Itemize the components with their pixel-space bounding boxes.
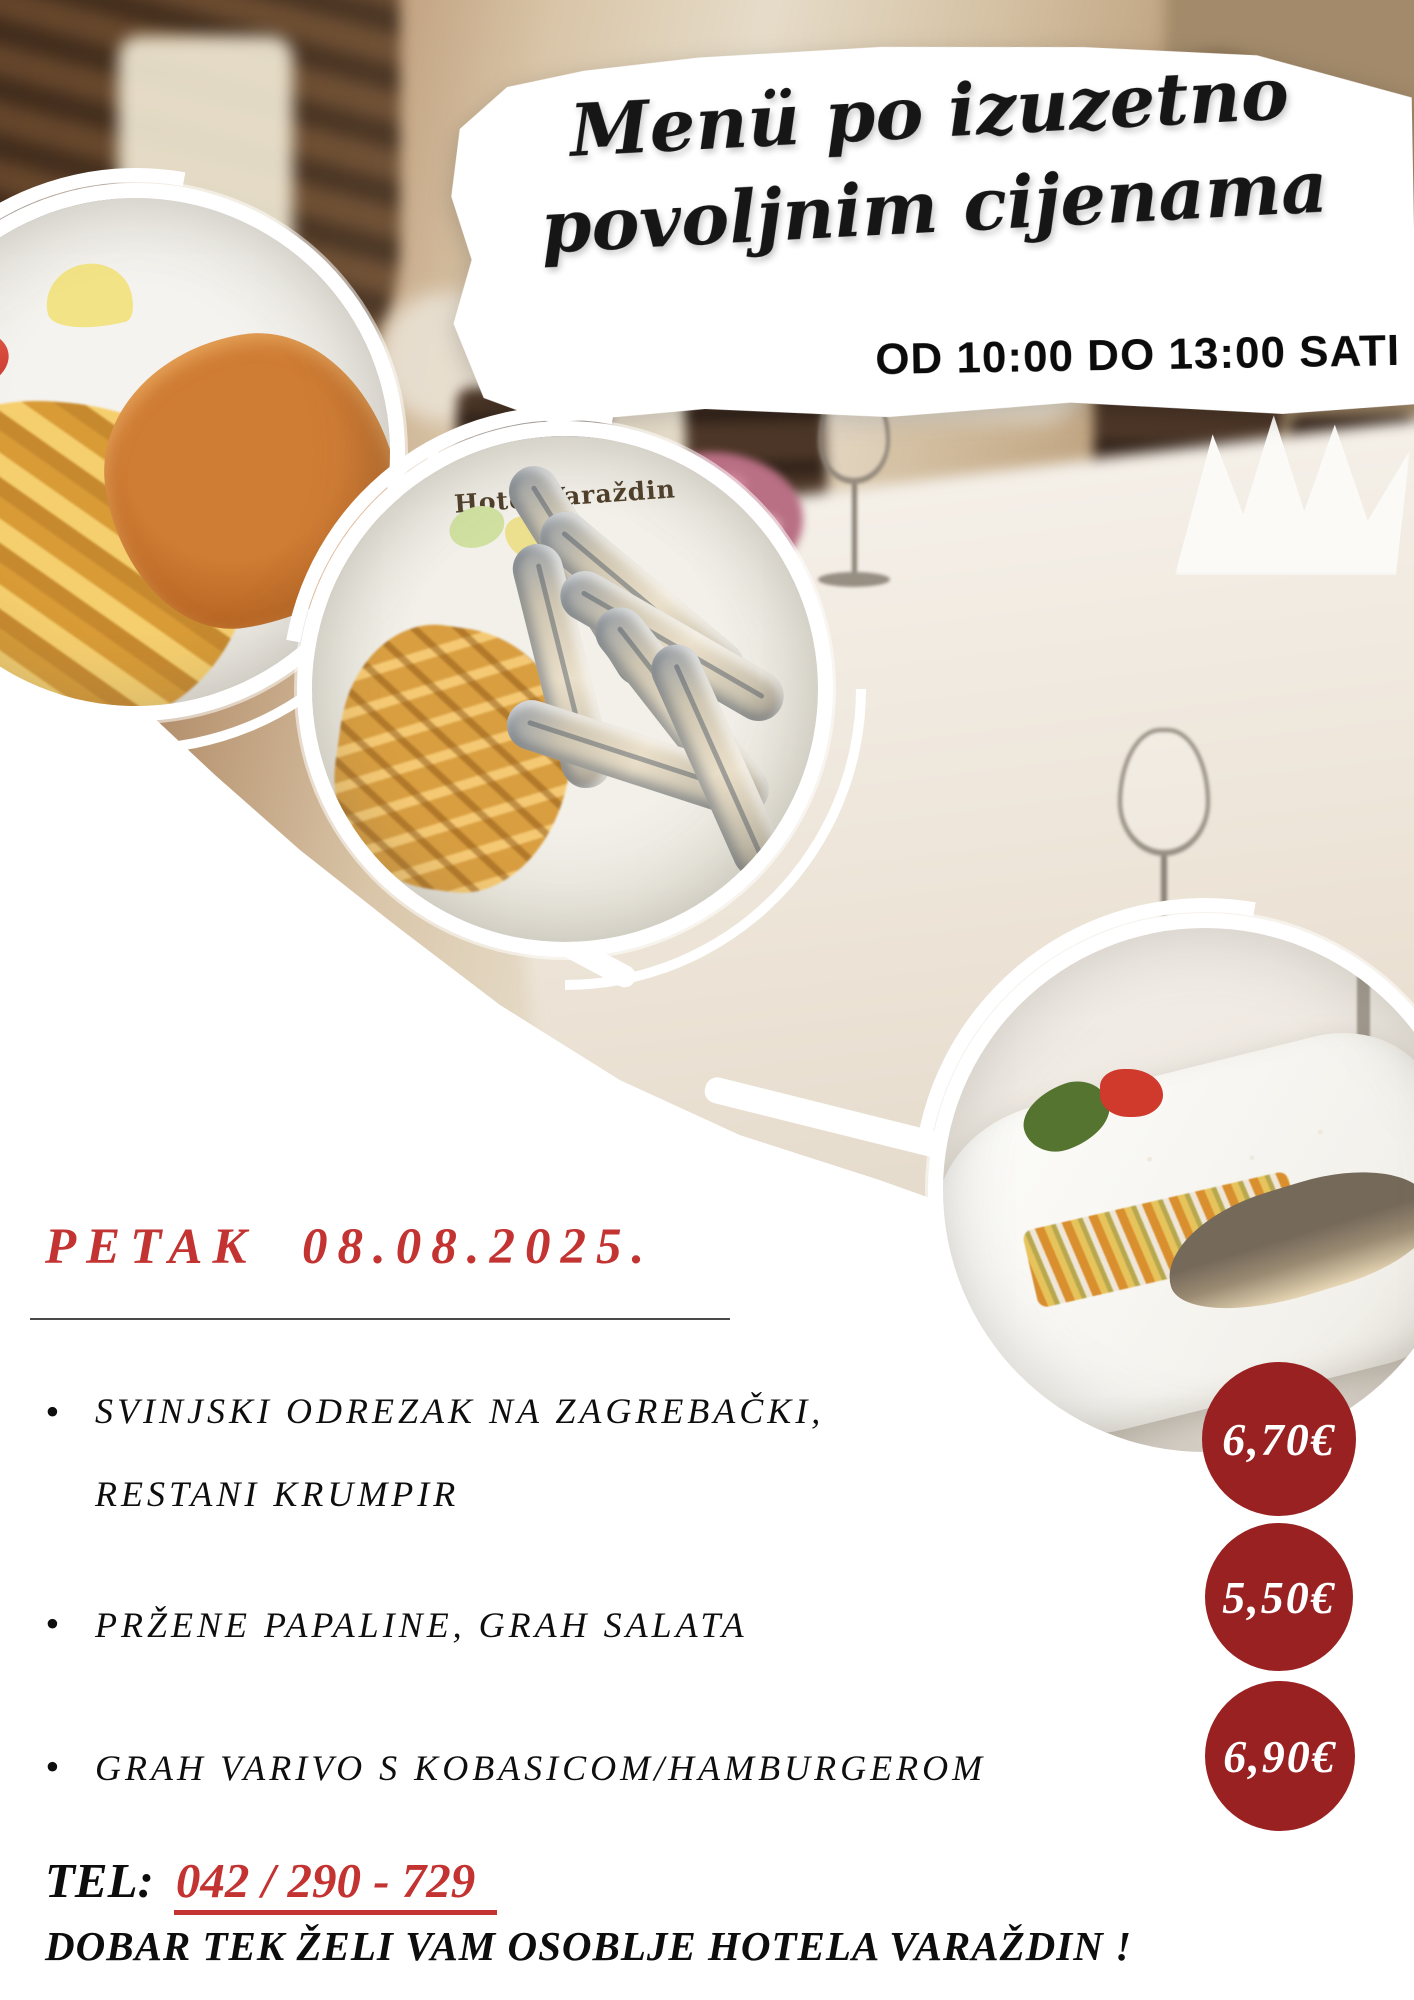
vegetable-strips-shape — [1021, 1171, 1304, 1309]
fried-fish-shape — [500, 694, 753, 819]
bullet-icon: • — [45, 1389, 60, 1434]
leaf-garnish-shape — [1014, 1072, 1119, 1162]
tomato-shape — [0, 323, 14, 399]
menu-item-line: RESTANI KRUMPIR — [95, 1473, 460, 1514]
date-heading: PETAK 08.08.2025. — [45, 1219, 655, 1275]
fish-fillet-shape — [1086, 1080, 1392, 1253]
tel-label: TEL: — [45, 1853, 154, 1908]
pepper-garnish-shape — [1100, 1069, 1163, 1116]
wine-glass-bowl — [1118, 728, 1210, 856]
phone-link[interactable]: 042 / 290 - 729 — [174, 1853, 497, 1915]
fish-fillet-shape — [1153, 1147, 1414, 1332]
telephone-row — [45, 1852, 497, 1909]
footer-message: DOBAR TEK ŽELI VAM OSOBLJE HOTELA VARAŽDIN ! — [45, 1923, 1133, 1969]
price-badge: 6,90€ — [1205, 1681, 1355, 1831]
title-line-1: Menü po izuzetno — [567, 50, 1291, 173]
fried-fish-shape — [530, 502, 754, 701]
price-badge: 6,70€ — [1202, 1362, 1356, 1516]
fried-fish-shape — [551, 562, 793, 730]
menu-item-line: GRAH VARIVO S KOBASICOM/HAMBURGEROM — [95, 1748, 987, 1788]
lemon-slice-shape — [501, 512, 574, 568]
bullet-icon: • — [45, 1744, 60, 1789]
wine-glass-foot — [1305, 1069, 1414, 1119]
dish-photo-circle — [312, 436, 818, 942]
fried-fish-shape — [508, 539, 617, 794]
plate-brand-label: Hotel Varaždin — [453, 473, 677, 519]
fried-fish-shape — [585, 597, 778, 825]
fried-fish-shape — [500, 457, 675, 696]
menu-item — [45, 1745, 1255, 1792]
cucumber-slice-shape — [444, 499, 509, 555]
bullet-icon: • — [45, 1601, 60, 1646]
fried-fish-shape — [643, 637, 790, 886]
title-line-2: povoljnim cijenama — [538, 143, 1330, 270]
wine-glass-stem — [852, 484, 857, 572]
serving-hours: OD 10:00 DO 13:00 SATI — [874, 325, 1401, 385]
lemon-wedge-shape — [38, 255, 138, 340]
wine-glass-stem — [1357, 933, 1370, 1085]
menu-item — [45, 1370, 1255, 1536]
dish-photo-papaline — [312, 436, 818, 942]
menu-item — [45, 1602, 1255, 1649]
fries-shape — [0, 401, 253, 706]
menu-item-line: PRŽENE PAPALINE, GRAH SALATA — [95, 1605, 748, 1645]
divider-line — [30, 1318, 730, 1320]
title-brush-panel — [449, 38, 1414, 429]
price-badge: 5,50€ — [1205, 1523, 1353, 1671]
menu-item-line: SVINJSKI ODREZAK NA ZAGREBAČKI, — [95, 1391, 825, 1431]
